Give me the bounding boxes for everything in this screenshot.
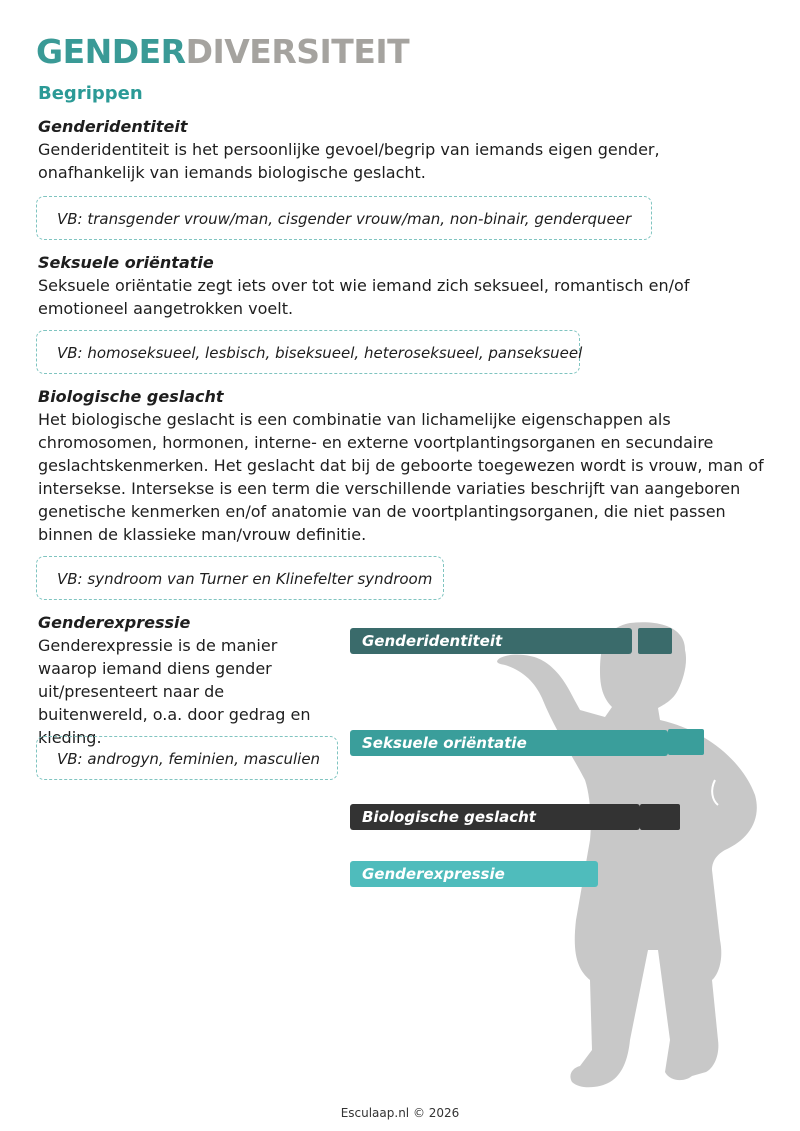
heading-genderidentiteit: Genderidentiteit xyxy=(38,117,188,136)
heading-seksuele-orientatie: Seksuele oriëntatie xyxy=(38,253,214,272)
text-genderidentiteit: Genderidentiteit is het persoonlijke gevoel/begrip van iemands eigen gender, onafhankelijk van iemands biologische geslacht. xyxy=(38,140,660,182)
text-biologische-geslacht: Het biologische geslacht is een combinatie van lichamelijke eigenschappen als chromosomen, hormonen, interne- en externe voortplantingsorganen en secundaire geslachtskenmerken. Het geslacht dat bij de geboorte toegewezen wordt is vrouw, man of intersekse. Intersekse is een term die verschillende variaties beschrijft van aangeboren genetische kenmerken en/of anatomie van de voortplantingsorganen, die niet passen binnen de klassieke man/vrouw definitie. xyxy=(38,410,764,544)
subtitle: Begrippen xyxy=(38,83,143,104)
marker-genderidentiteit xyxy=(638,628,672,654)
title-part-2: DIVERSITEIT xyxy=(185,32,410,71)
example-genderexpressie: VB: androgyn, feminien, masculien xyxy=(36,736,338,780)
example-biologische-geslacht: VB: syndroom van Turner en Klinefelter syndroom xyxy=(36,556,444,600)
example-genderidentiteit: VB: transgender vrouw/man, cisgender vrouw/man, non-binair, genderqueer xyxy=(36,196,652,240)
text-genderexpressie: Genderexpressie is de manier waarop iemand diens gender uit/presenteert naar de buitenwereld, o.a. door gedrag en kleding. xyxy=(38,636,311,747)
label-biologische-geslacht: Biologische geslacht xyxy=(350,804,640,830)
label-genderidentiteit: Genderidentiteit xyxy=(350,628,632,654)
heading-genderexpressie: Genderexpressie xyxy=(38,613,191,632)
person-silhouette xyxy=(480,620,780,1100)
example-seksuele-orientatie: VB: homoseksueel, lesbisch, biseksueel, heteroseksueel, panseksueel xyxy=(36,330,580,374)
footer-copyright: Esculaap.nl © 2026 xyxy=(340,1106,460,1120)
silhouette-shape xyxy=(497,622,757,1087)
label-seksuele-orientatie: Seksuele oriëntatie xyxy=(350,730,668,756)
heading-biologische-geslacht: Biologische geslacht xyxy=(38,387,224,406)
title-part-1: GENDER xyxy=(36,32,186,71)
text-seksuele-orientatie: Seksuele oriëntatie zegt iets over tot wie iemand zich seksueel, romantisch en/of emotioneel aangetrokken voelt. xyxy=(38,276,690,318)
page-title xyxy=(36,30,409,74)
marker-biologische-geslacht xyxy=(640,804,680,830)
label-genderexpressie: Genderexpressie xyxy=(350,861,598,887)
marker-seksuele-orientatie xyxy=(668,729,704,755)
